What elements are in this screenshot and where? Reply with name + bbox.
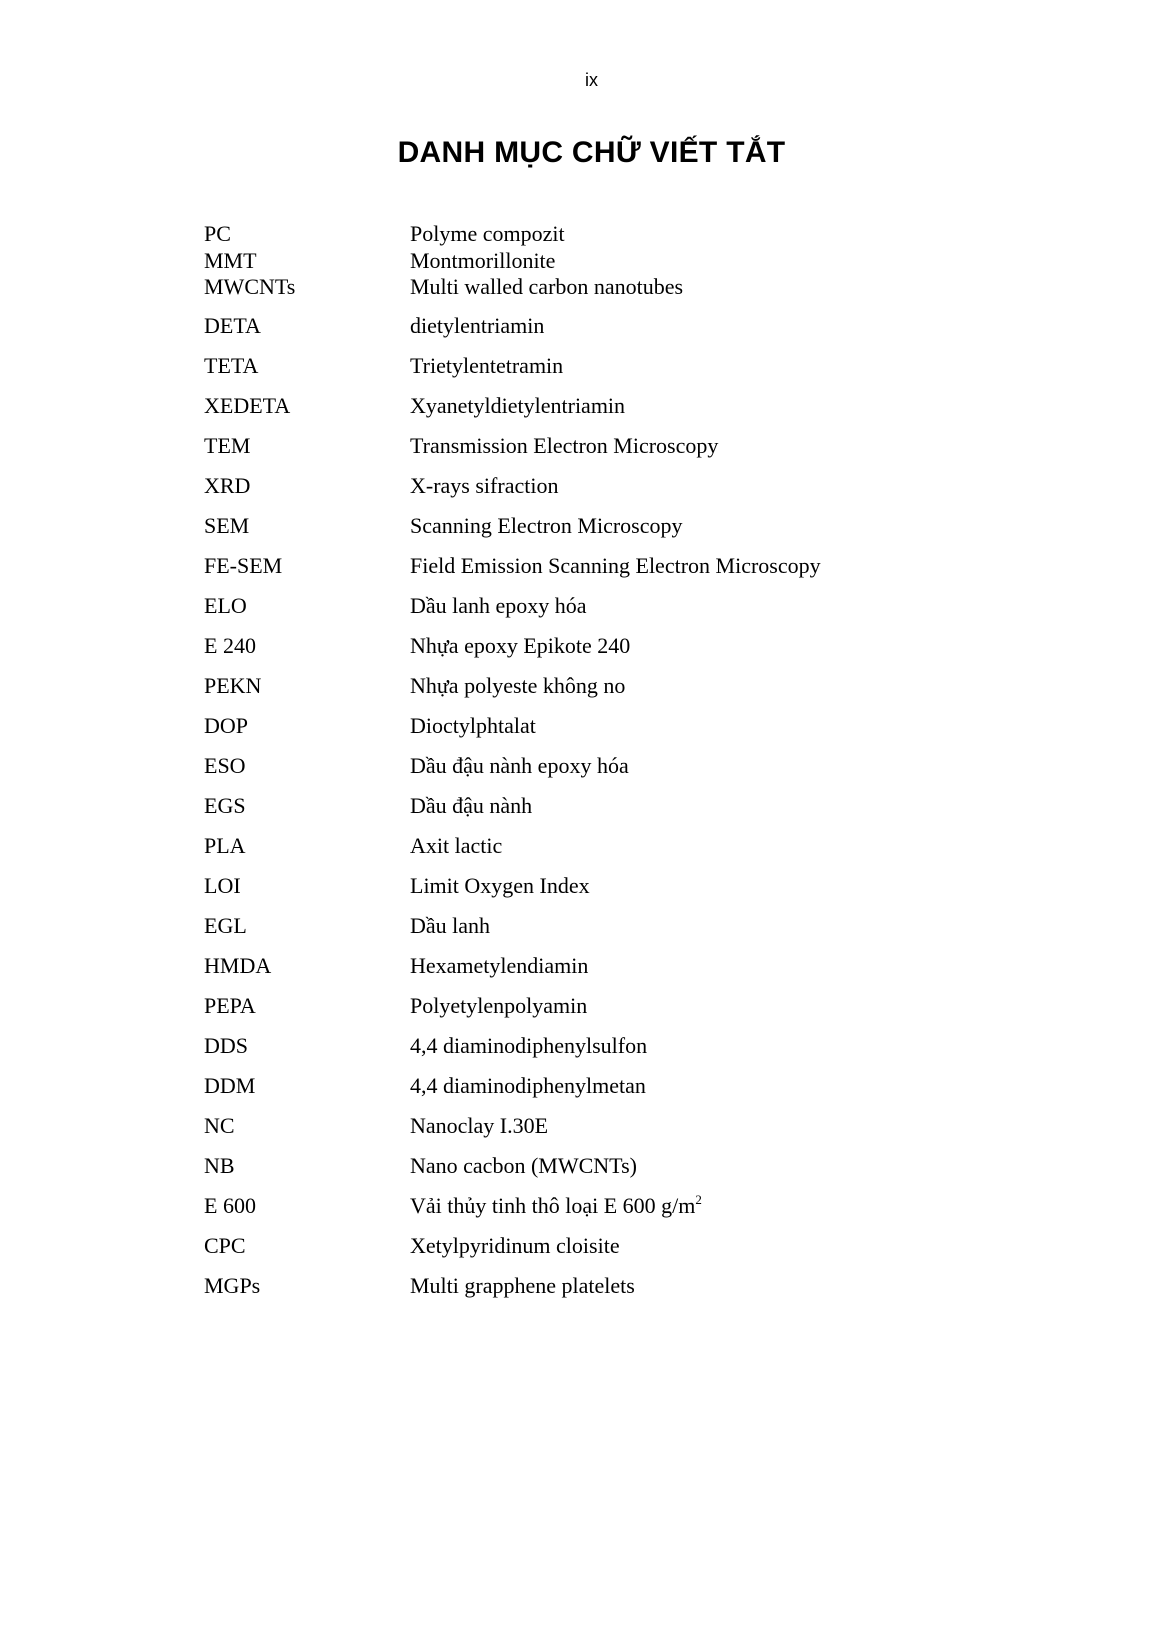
abbreviation-description: Field Emission Scanning Electron Microscopy <box>410 553 821 578</box>
abbreviation-list <box>204 221 1004 1312</box>
abbreviation-row <box>204 274 1004 312</box>
abbreviation-row <box>204 1232 1004 1272</box>
abbreviation-row <box>204 1272 1004 1312</box>
abbreviation-row <box>204 472 1004 512</box>
abbreviation-description: Limit Oxygen Index <box>410 873 590 898</box>
abbreviation-term: LOI <box>204 873 241 898</box>
abbreviation-term: NC <box>204 1113 235 1138</box>
abbreviation-term: XRD <box>204 473 251 498</box>
abbreviation-term: TETA <box>204 353 259 378</box>
page-title: DANH MỤC CHỮ VIẾT TẮT <box>397 136 786 169</box>
abbreviation-row <box>204 1032 1004 1072</box>
abbreviation-description: X-rays sifraction <box>410 473 559 498</box>
abbreviation-row <box>204 1112 1004 1152</box>
abbreviation-term: NB <box>204 1153 235 1178</box>
abbreviation-description: Axit lactic <box>410 833 503 858</box>
superscript: 2 <box>695 1192 702 1207</box>
abbreviation-description: Montmorillonite <box>410 247 556 273</box>
abbreviation-row <box>204 872 1004 912</box>
abbreviation-description: 4,4 diaminodiphenylmetan <box>410 1073 646 1098</box>
abbreviation-description: Dầu lanh epoxy hóa <box>410 593 587 618</box>
abbreviation-description: Hexametylendiamin <box>410 953 589 978</box>
abbreviation-row <box>204 1192 1004 1232</box>
abbreviation-row <box>204 221 1004 248</box>
page-number: ix <box>585 70 598 90</box>
abbreviation-description: Scanning Electron Microscopy <box>410 513 683 538</box>
abbreviation-term: TEM <box>204 433 251 458</box>
abbreviation-term: SEM <box>204 513 250 538</box>
abbreviation-row <box>204 712 1004 752</box>
abbreviation-row <box>204 512 1004 552</box>
abbreviation-row <box>204 992 1004 1032</box>
abbreviation-description: Dầu lanh <box>410 913 491 938</box>
abbreviation-description: Dầu đậu nành <box>410 793 533 818</box>
abbreviation-row <box>204 432 1004 472</box>
abbreviation-row <box>204 952 1004 992</box>
abbreviation-row <box>204 792 1004 832</box>
abbreviation-row <box>204 248 1004 275</box>
abbreviation-term: PLA <box>204 833 246 858</box>
abbreviation-description: Nanoclay I.30E <box>410 1113 549 1138</box>
abbreviation-term: DOP <box>204 713 249 738</box>
abbreviation-term: DDS <box>204 1033 249 1058</box>
abbreviation-description: dietylentriamin <box>410 313 545 338</box>
abbreviation-description: Trietylentetramin <box>410 353 564 378</box>
abbreviation-description: Nhựa epoxy Epikote 240 <box>410 633 631 658</box>
abbreviation-term: PEKN <box>204 673 262 698</box>
abbreviation-row <box>204 312 1004 352</box>
abbreviation-term: MWCNTs <box>204 274 296 299</box>
abbreviation-row <box>204 1152 1004 1192</box>
abbreviation-term: MMT <box>204 247 257 273</box>
abbreviation-description: Polyetylenpolyamin <box>410 993 588 1018</box>
abbreviation-description: Xyanetyldietylentriamin <box>410 393 626 418</box>
abbreviation-row <box>204 912 1004 952</box>
abbreviation-row <box>204 752 1004 792</box>
abbreviation-description: Multi walled carbon nanotubes <box>410 274 684 299</box>
abbreviation-term: HMDA <box>204 953 272 978</box>
abbreviation-term: XEDETA <box>204 393 291 418</box>
abbreviation-term: FE-SEM <box>204 553 283 578</box>
abbreviation-row <box>204 1072 1004 1112</box>
abbreviation-description: Dioctylphtalat <box>410 713 536 738</box>
abbreviation-description: 4,4 diaminodiphenylsulfon <box>410 1033 648 1058</box>
abbreviation-description: Nano cacbon (MWCNTs) <box>410 1153 637 1178</box>
abbreviation-term: PC <box>204 221 231 246</box>
abbreviation-row <box>204 552 1004 592</box>
abbreviation-term: PEPA <box>204 993 256 1018</box>
abbreviation-term: EGS <box>204 793 246 818</box>
abbreviation-row <box>204 392 1004 432</box>
abbreviation-row <box>204 832 1004 872</box>
abbreviation-row <box>204 672 1004 712</box>
abbreviation-description-text: Vải thủy tinh thô loại E 600 g/m <box>410 1193 696 1218</box>
abbreviation-term: CPC <box>204 1233 246 1258</box>
abbreviation-term: EGL <box>204 913 247 938</box>
abbreviation-description <box>410 1192 1004 1232</box>
abbreviation-description: Transmission Electron Microscopy <box>410 433 719 458</box>
abbreviation-description: Nhựa polyeste không no <box>410 673 626 698</box>
abbreviation-description: Multi grapphene platelets <box>410 1273 635 1298</box>
abbreviation-term: DETA <box>204 313 261 338</box>
abbreviation-description: Polyme compozit <box>410 221 565 246</box>
abbreviation-term: DDM <box>204 1073 256 1098</box>
abbreviation-term: MGPs <box>204 1273 261 1298</box>
abbreviation-term: E 600 <box>204 1193 256 1218</box>
abbreviation-row <box>204 632 1004 672</box>
abbreviation-term: E 240 <box>204 633 256 658</box>
abbreviation-description: Xetylpyridinum cloisite <box>410 1233 620 1258</box>
abbreviation-term: ESO <box>204 753 246 778</box>
abbreviation-description: Dầu đậu nành epoxy hóa <box>410 753 629 778</box>
abbreviation-term: ELO <box>204 593 247 618</box>
abbreviation-row <box>204 592 1004 632</box>
abbreviation-row <box>204 352 1004 392</box>
